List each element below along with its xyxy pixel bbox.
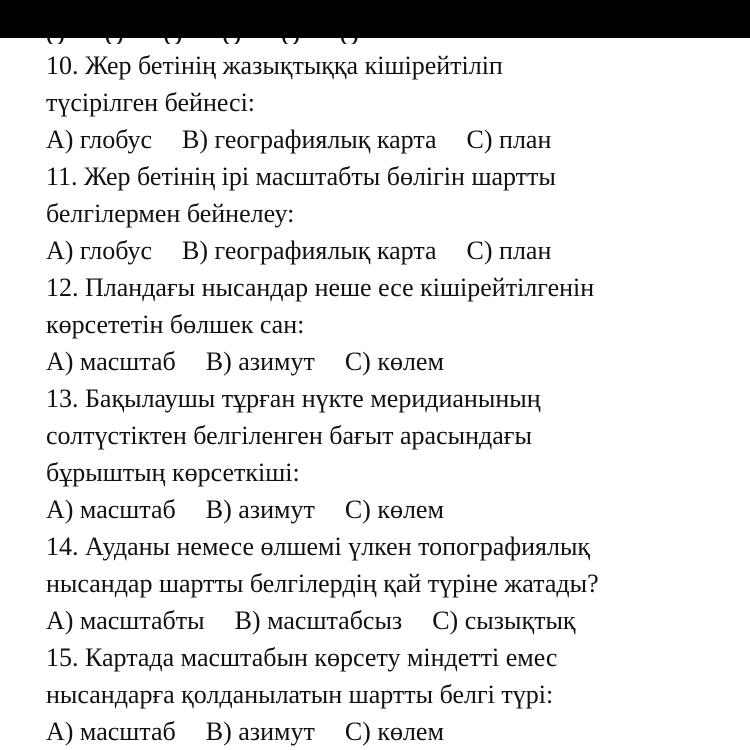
question-text: 11. Жер бетінің ірі масштабты бөлігін шартты <box>46 162 556 191</box>
top-black-bar <box>0 0 750 38</box>
question-text: 12. Пландағы нысандар неше есе кішірейтілгенін <box>46 273 595 302</box>
question-text: 13. Бақылаушы тұрған нүкте меридианының <box>46 384 541 413</box>
answer-option: B) азимут <box>205 495 315 524</box>
answer-option: A) глобус <box>46 236 153 265</box>
question-block <box>46 380 736 528</box>
answer-options <box>46 491 736 528</box>
question-block <box>46 47 736 158</box>
answer-option: B) географиялық карта <box>182 236 437 265</box>
question-block <box>46 269 736 380</box>
answer-option: A) глобус <box>46 125 153 154</box>
question-text: 15. Картада масштабын көрсету міндетті емес <box>46 643 558 672</box>
question-text: 10. Жер бетінің жазықтыққа кішірейтіліп <box>46 51 503 80</box>
question-block <box>46 639 736 750</box>
question-text-continued: солтүстіктен белгіленген бағыт арасындағы <box>46 421 532 450</box>
question-text-continued: нысандар шартты белгілердің қай түріне жатады? <box>46 569 599 598</box>
question-text-continued: түсірілген бейнесі: <box>46 88 256 117</box>
answer-option: A) масштаб <box>46 717 176 746</box>
answer-options <box>46 343 736 380</box>
answer-options <box>46 121 736 158</box>
question-text-continued: белгілермен бейнелеу: <box>46 199 295 228</box>
answer-option: B) географиялық карта <box>182 125 437 154</box>
answer-option: B) азимут <box>205 347 315 376</box>
question-text: 14. Ауданы немесе өлшемі үлкен топографиялық <box>46 532 591 561</box>
answer-option: C) көлем <box>344 717 444 746</box>
question-text-continued: көрсететін бөлшек сан: <box>46 310 305 339</box>
answer-option: A) масштабты <box>46 606 205 635</box>
answer-option: C) сызықтық <box>432 606 576 635</box>
answer-options <box>46 232 736 269</box>
answer-option: B) азимут <box>205 717 315 746</box>
answer-option: A) масштаб <box>46 495 176 524</box>
answer-option: C) көлем <box>344 347 444 376</box>
question-block <box>46 528 736 639</box>
answer-option: C) план <box>466 125 552 154</box>
question-text-continued: бұрыштың көрсеткіші: <box>46 458 300 487</box>
answer-option: B) масштабсыз <box>234 606 403 635</box>
answer-option: A) масштаб <box>46 347 176 376</box>
question-block <box>46 158 736 269</box>
answer-option: C) план <box>466 236 552 265</box>
answer-option: C) көлем <box>344 495 444 524</box>
answer-options <box>46 713 736 750</box>
question-list <box>46 47 736 750</box>
answer-options <box>46 602 736 639</box>
question-text-continued: нысандарға қолданылатын шартты белгі түрі: <box>46 680 554 709</box>
